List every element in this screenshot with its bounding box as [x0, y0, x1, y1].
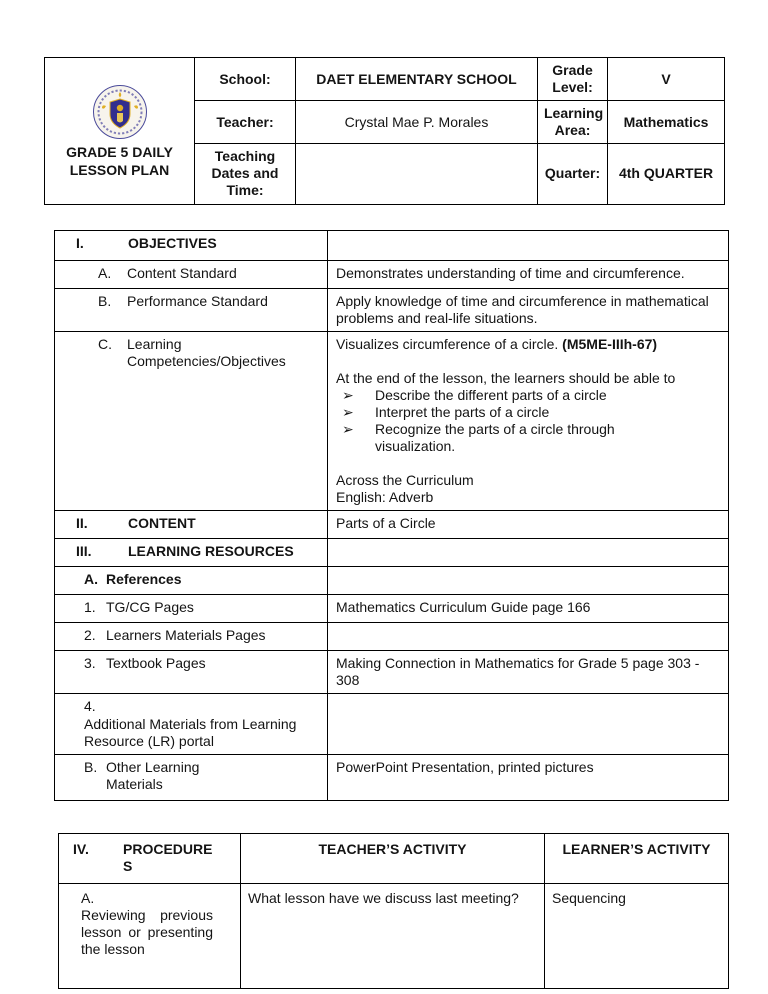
item-label: Content Standard — [127, 264, 237, 281]
teachers-activity-header: TEACHER’S ACTIVITY — [241, 833, 545, 883]
item-letter: A. — [84, 571, 98, 588]
item-number: 2. — [84, 627, 96, 644]
content-standard-value: Demonstrates understanding of time and circumference. — [328, 260, 729, 288]
item-letter: C. — [98, 335, 112, 352]
additional-materials-cell — [55, 694, 328, 754]
section-number: IV. — [73, 840, 89, 857]
learners-activity-header: LEARNER’S ACTIVITY — [545, 833, 729, 883]
references-value — [328, 567, 729, 595]
section-title: OBJECTIVES — [128, 234, 217, 251]
school-label: School: — [195, 58, 296, 101]
item-label: Learning Competencies/Objectives — [127, 335, 286, 369]
teaching-dates-label: Teaching Dates and Time: — [195, 144, 296, 204]
textbook-pages-value: Making Connection in Mathematics for Grade 5 page 303 - 308 — [328, 651, 729, 694]
performance-standard-cell — [55, 288, 328, 331]
school-value: DAET ELEMENTARY SCHOOL — [296, 58, 538, 101]
across-curriculum-title: Across the Curriculum — [336, 472, 474, 489]
section-title: PROCEDURES — [123, 840, 213, 874]
item-label: References — [106, 571, 182, 588]
item-label: Additional Materials from Learning Resource (LR) portal — [84, 715, 297, 749]
references-cell — [55, 567, 328, 595]
objective-bullet — [336, 421, 722, 455]
performance-standard-value: Apply knowledge of time and circumference in mathematical problems and real-life situations. — [328, 288, 729, 331]
item-label: Reviewing previous lesson or presenting the lesson — [81, 906, 213, 957]
learners-materials-cell — [55, 623, 328, 651]
content-section-cell — [55, 511, 328, 539]
teacher-activity-value: What lesson have we discuss last meeting? — [241, 883, 545, 988]
item-number: 3. — [84, 655, 96, 672]
other-learning-materials-cell — [55, 754, 328, 800]
competency-line — [336, 336, 722, 353]
bullet-text: Recognize the parts of a circle through visualization. — [375, 421, 615, 455]
item-label: TG/CG Pages — [106, 599, 194, 616]
section-title: CONTENT — [128, 515, 196, 532]
logo-title-cell — [45, 58, 195, 205]
item-number: 4. — [84, 698, 96, 715]
arrowhead-bullet-icon: ➢ — [342, 386, 354, 403]
tg-cg-pages-cell — [55, 595, 328, 623]
learner-activity-value: Sequencing — [545, 883, 729, 988]
learning-resources-value — [328, 539, 729, 567]
tg-cg-pages-value: Mathematics Curriculum Guide page 166 — [328, 595, 729, 623]
section-number: I. — [76, 234, 84, 251]
lesson-plan-table — [54, 230, 729, 801]
competency-code: (M5ME-IIIh-67) — [562, 335, 658, 352]
item-label: Performance Standard — [127, 292, 268, 309]
reviewing-lesson-cell — [59, 883, 241, 988]
item-label: Learners Materials Pages — [106, 627, 266, 644]
additional-materials-value — [328, 694, 729, 754]
header-table — [44, 57, 725, 205]
objectives-section-value — [328, 230, 729, 260]
content-section-value: Parts of a Circle — [328, 511, 729, 539]
objective-bullet — [336, 404, 722, 421]
section-number: III. — [76, 543, 92, 560]
quarter-value: 4th QUARTER — [608, 144, 725, 204]
across-curriculum-item: English: Adverb — [336, 489, 434, 506]
item-label: Other Learning Materials — [106, 758, 200, 792]
teaching-dates-value — [296, 144, 538, 204]
spacer — [336, 455, 722, 472]
learning-resources-cell — [55, 539, 328, 567]
item-number: 1. — [84, 599, 96, 616]
procedures-table — [58, 833, 729, 989]
item-letter: B. — [98, 292, 112, 309]
learning-area-value: Mathematics — [608, 101, 725, 144]
item-letter: A. — [98, 264, 112, 281]
teacher-label: Teacher: — [195, 101, 296, 144]
spacer — [336, 353, 722, 370]
grade-level-label: Grade Level: — [538, 58, 608, 101]
content-standard-cell — [55, 260, 328, 288]
grade-level-value: V — [608, 58, 725, 101]
objectives-section-cell — [55, 230, 328, 260]
arrowhead-bullet-icon: ➢ — [342, 403, 354, 420]
teacher-value: Crystal Mae P. Morales — [296, 101, 538, 144]
arrowhead-bullet-icon: ➢ — [342, 421, 354, 438]
learning-area-label: Learning Area: — [538, 101, 608, 144]
bullet-text: Describe the different parts of a circle — [375, 386, 607, 403]
objectives-intro: At the end of the lesson, the learners should be able to — [336, 369, 676, 386]
section-title: LEARNING RESOURCES — [128, 543, 294, 560]
learners-materials-value — [328, 623, 729, 651]
section-number: II. — [76, 515, 88, 532]
item-letter: B. — [84, 758, 98, 775]
item-label: Textbook Pages — [106, 655, 206, 672]
objective-bullet — [336, 387, 722, 404]
learning-competencies-cell — [55, 331, 328, 511]
procedures-header-cell — [59, 833, 241, 883]
other-learning-materials-value: PowerPoint Presentation, printed pictures — [328, 754, 729, 800]
quarter-label: Quarter: — [538, 144, 608, 204]
textbook-pages-cell — [55, 651, 328, 694]
learning-competencies-value — [328, 331, 729, 511]
competency-text: Visualizes circumference of a circle. — [336, 335, 563, 352]
bullet-text: Interpret the parts of a circle — [375, 403, 550, 420]
item-letter: A. — [81, 889, 95, 906]
deped-seal-logo — [92, 84, 148, 140]
plan-title: GRADE 5 DAILY LESSON PLAN — [66, 144, 173, 178]
